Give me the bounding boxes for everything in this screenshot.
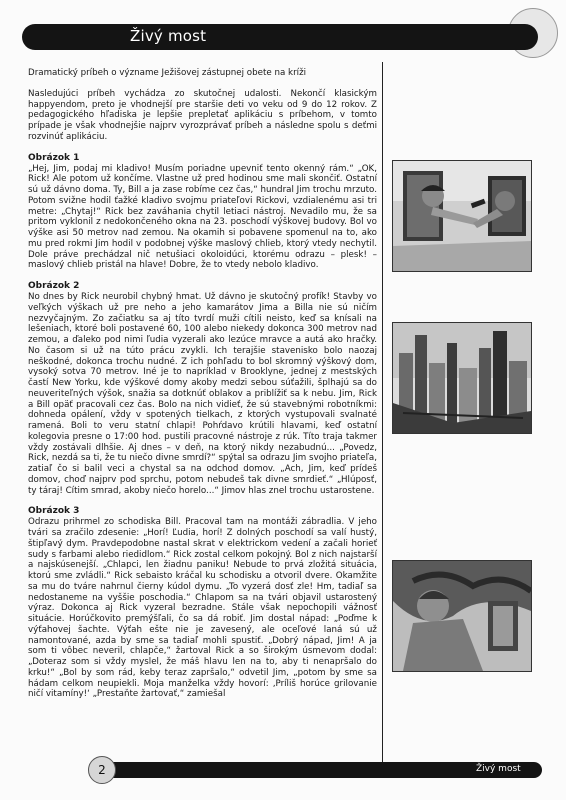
illustration-obrazok-3 (392, 560, 532, 672)
footer-title: Živý most (476, 764, 521, 774)
illustration-obrazok-1 (392, 160, 532, 272)
intro-paragraph: Nasledujúci príbeh vychádza zo skutočnej udalosti. Nekončí klasickým happyendom, preto je vhodnejší pre staršie deti vo veku od 9 do 12 rokov. Z pedagogického hľadiska je lepšie prepletať aplikáciu s príbehom, v tomto prípade je však vhodnejšie najprv vyrozprávať príbeh a následne spolu s deťmi rozvinúť aplikáciu. (28, 88, 377, 142)
section-text: Odrazu prihrmel zo schodiska Bill. Pracoval tam na montáži zábradlia. V jeho tvári sa zračilo zdesenie: „Horí! Ľudia, horí! Z dolných poschodí sa valí hustý, štipľavý dym. Pravdepodobne nastal skrat v elektrickom vedení a začali horieť sudy s farbami alebo riedidlom.“ Rick zostal celkom pokojný. Bol z nich najstarší a najskúsenejší. „Chlapci, len žiadnu paniku! Nebude to prvá zložitá situácia, ktorú sme zvládli.“ Rick sebaisto kráčal ku schodisku a otvoril dvere. Okamžite sa mu do tváre nahrnul čierny kúdol dymu. „To vyzerá dosť zle! Hm, tadiaľ sa nedostaneme na vyššie poschodia.“ Chlapom sa na tvári objavil ustarostený výraz. Dokonca aj Rick vyzeral bezradne. Stále však nepochopili vážnosť situácie. Horúčkovito premýšľali, čo sa dá robiť. Jim dostal nápad: „Poďme k výťahovej šachte. Výťah ešte nie je zavesený, ale oceľové laná sú už namontované, azda by sme sa tadiaľ mohli spustiť. „Dobrý nápad, Jim! A ja som ti vôbec neveril, chlapče,“ žartoval Rick a so širokým úsmevom dodal: „Doteraz som si vždy myslel, že máš hlavu len na to, aby ti nenapršalo do krku!“ „Bol by som rád, keby teraz zapršalo,“ odvetil Jim, „potom by sme sa hádam celkom neupiekli. Moja manželka vždy hovorí: ‚Príliš horúce grilovanie ničí vitamíny!‘ „Prestaňte žartovať,“ zamiešal (28, 517, 377, 700)
section-heading: Obrázok 2 (28, 281, 80, 291)
column-divider (382, 62, 383, 762)
main-text-column (28, 68, 377, 710)
subtitle: Dramatický príbeh o význame Ježišovej zástupnej obete na kríži (28, 68, 307, 78)
section-text: No dnes by Rick neurobil chybný hmat. Už dávno je skutočný profík! Stavby vo veľkých výškach už pre neho a jeho kamarátov Jima a Billa nie sú ničím nezvyčajným. Zo začiatku sa aj títo tvrdí muži cítili neisto, keď sa knísali na lešeniach, ktoré boli postavené 60, 100 alebo niekedy dokonca 300 metrov nad zemou, a ďaleko pod nimi ľudia vyzerali ako lezúce mravce a autá ako hračky. No časom si už na túto prácu zvykli. Ich terajšie stavenisko bolo naozaj neškodné, dokonca trochu nudné. Z ich pohľadu to bol skromný výškový dom, vysoký sotva 70 metrov. Iné je to napríklad v Brooklyne, jednej z mestských častí New Yorku, kde výškové domy akoby medzi sebou súťažili, šplhajú sa do neuveriteľných výšok, snažia sa dotknúť oblakov a priblížiť sa k nebu. Jim, Rick a Bill opäť pracovali cez čas. Bolo na nich vidieť, že sú stavebnými robotníkmi: dohneda opálení, vždy v spotených tielkach, z ktorých vystupovali svalnaté ramená. Boli to veru statní chlapi! Pohŕdavo krútili hlavami, keď ostatní kolegovia presne o 17:00 hod. pustili pracovné nástroje z rúk. Títo traja takmer vždy zostávali dlhšie. Aj dnes – v deň, na ktorý nikdy nezabudnú... „Povedz, Rick, nezdá sa ti, že tu niečo divne smrdí?“ spýtal sa odrazu Jim svojho priateľa, zatiaľ čo si balil veci a chystal sa na odchod domov. „Ach, Jim, keď prídeš domov, choď najprv pod sprchu, potom nebudeš tak divne smrdieť.“ „Hlúposť, ty táraj! Cítim smrad, akoby niečo horelo...“ Jimov hlas znel trochu ustarostene. (28, 292, 377, 496)
section-text: „Hej, Jim, podaj mi kladivo! Musím poriadne upevniť tento okenný rám.“ „OK, Rick! Ale potom už končíme. Vlastne už pred hodinou sme mali skončiť. Ostatní sú už dávno doma. Ty, Bill a ja zase robíme cez čas,“ hundral Jim trochu mrzuto. Potom svižne hodil ťažké kladivo svojmu priateľovi Rickovi, vzdialenému asi tri metre: „Chytaj!“ Rick bez zaváhania chytil letiaci nástroj. Nevadilo mu, že sa pritom vyklonil z nedokončeného okna na 23. poschodí výškovej budovy. Bol vo výške asi 50 metrov nad zemou. Na okamih si pobavene spomenul na to, ako mu pred rokmi Jim hodil v podobnej výške maslový chlieb, ktorý vtedy nechytil. Dole práve prechádzal nič netušiaci okoloidúci, ktorému odrazu – plesk! – maslový chlieb pristál na hlave! Dobre, že to vtedy nebolo kladivo. (28, 163, 377, 271)
section-heading: Obrázok 1 (28, 152, 80, 163)
section-obrazok-1 (28, 153, 377, 272)
illustration-obrazok-2 (392, 322, 532, 434)
section-obrazok-2 (28, 281, 377, 496)
page-number: 2 (88, 756, 116, 784)
section-obrazok-3 (28, 506, 377, 700)
header-bar (22, 24, 538, 50)
section-heading: Obrázok 3 (28, 506, 80, 517)
page-title: Živý most (130, 27, 207, 45)
